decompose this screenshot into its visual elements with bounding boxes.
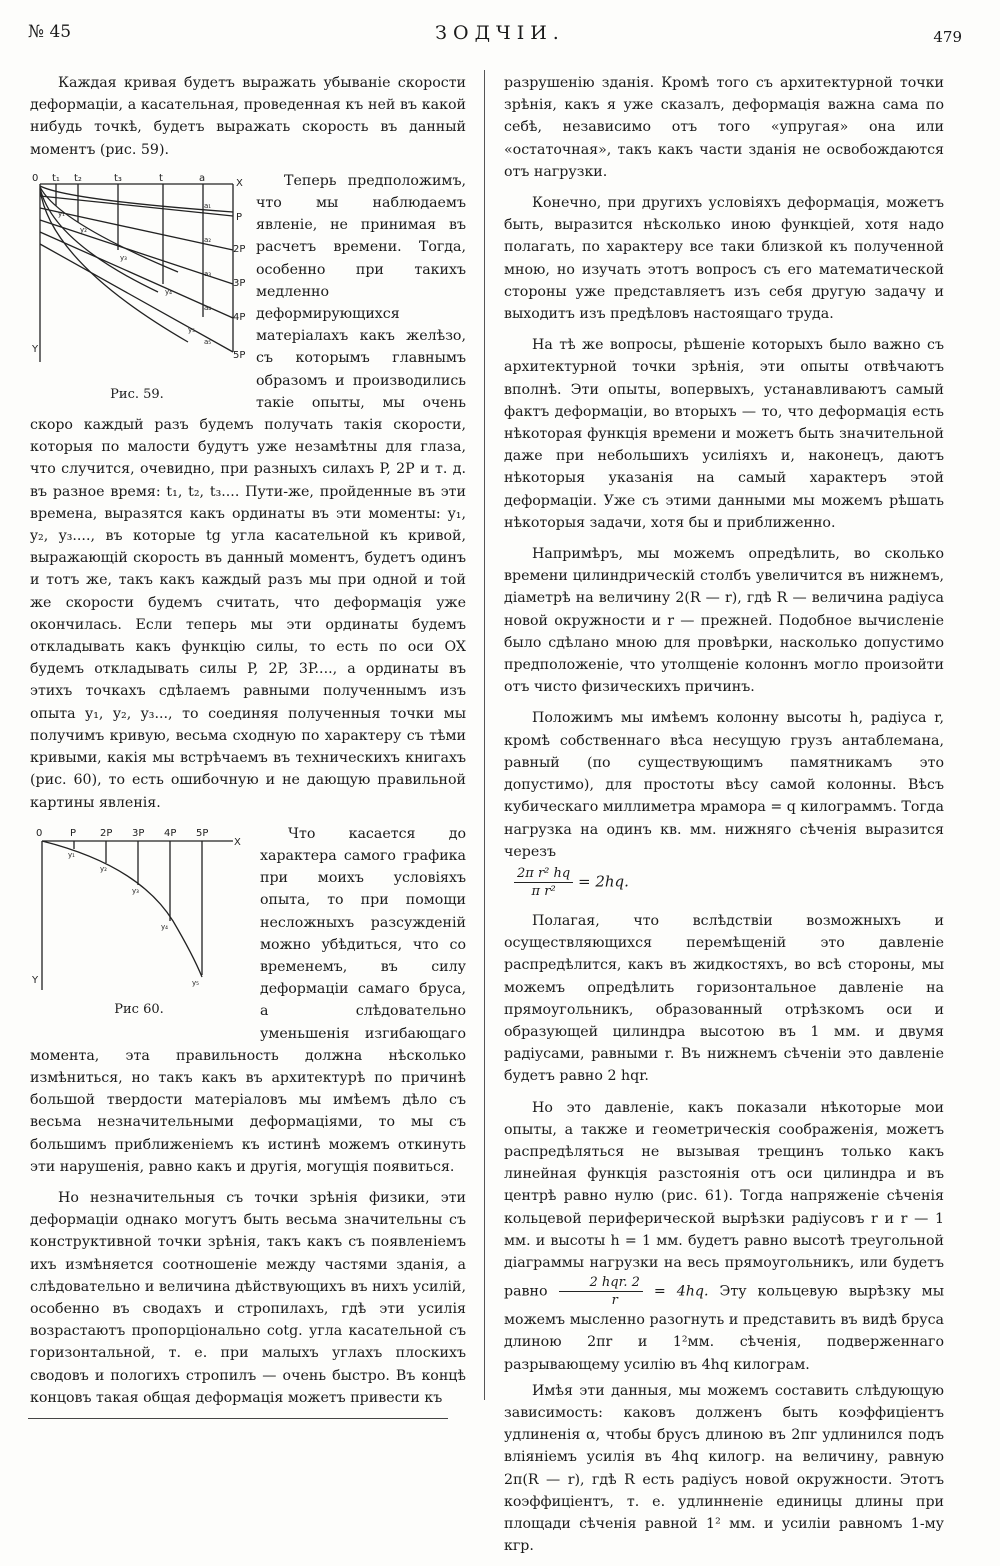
fig59-curve-label: y₄ [165, 287, 172, 296]
fig60-point-label: y₁ [68, 850, 75, 859]
fraction-numerator: 2π r² hq [514, 865, 573, 883]
paragraph: Полагая, что вслѣдствіи возможныхъ и осуществляющихся перемѣщеній это давленіе распредѣлится, какъ въ жидкостяхъ, во всѣ стороны, мы можемъ опредѣлить горизонтальное давленіе на прямоугольникъ, образованный отрѣзкомъ оси и образующей цилиндра высотою въ 1 мм. и двумя радіусами, равными r. Въ нижнемъ сѣченіи это давленіе будетъ равно 2 hqr. [504, 912, 944, 1085]
fraction-denominator: r [611, 1293, 618, 1309]
fig59-label-t3: t₃ [114, 172, 122, 184]
fig59-label-t: t [159, 172, 163, 184]
bottom-rule [28, 1418, 448, 1419]
fig59-curve-label: a₅ [204, 337, 212, 346]
paragraph: На тѣ же вопросы, рѣшеніе которыхъ было важно съ архитектурной точки зрѣнія, эти опыты отвѣчаютъ вполнѣ. Эти опыты, вопервыхъ, устанавливаютъ самый фактъ деформаціи, во вторыхъ — то, что деформація есть нѣкоторая функція времени и можетъ быть значительной даже при небольшихъ усиліяхъ и, наконецъ, даютъ нѣкоторыя указанія на самый характеръ этой деформаціи. Уже съ этими данными мы можемъ рѣшать нѣкоторыя задачи, хотя бы и приближенно. [504, 337, 944, 531]
figure-59 [28, 172, 246, 406]
paragraph: Но незначительныя съ точки зрѣнія физики, эти деформаціи однако могутъ быть весьма значительны съ конструктивной точки зрѣнія, такъ какъ съ появленіемъ ихъ измѣняется соотношеніе между частями зданія, а слѣдовательно и величина дѣйствующихъ въ нихъ усилій, особенно въ сводахъ и стропилахъ, гдѣ эти усилія возрастаютъ пропорціонально cotg. угла касательной съ горизонтальной, т. е. при малыхъ углахъ плоскихъ сводовъ и пологихъ стропилъ — очень быстро. Въ концѣ концовъ такая общая деформація можетъ привести къ [30, 1189, 466, 1406]
fraction-numerator: 2 hqr. 2 [559, 1274, 643, 1292]
formula-result: = 4hq. [653, 1283, 709, 1300]
paragraph-text: Но это давленіе, какъ показали нѣкоторые мои опыты, а также и геометрическія соображенія, можетъ распредѣляться не вызывая трещинъ только какъ линейная функція разстоянія отъ оси цилиндра и въ центрѣ равно нулю (рис. 61). Тогда напряженіе сѣченія кольцевой периферической вырѣзки радіусовъ r и r — 1 мм. и высоты h = 1 мм. будетъ равно высотѣ треугольной діаграммы нагрузки на весь прямоугольникъ, или будетъ равно [504, 1099, 944, 1300]
figure-59-diagram [28, 172, 246, 382]
formula-result: = 2hq. [577, 872, 629, 891]
fig59-curve-label: a₂ [204, 235, 212, 244]
paragraph: Напримѣръ, мы можемъ опредѣлить, во сколько времени цилиндрическій столбъ увеличится въ нижнемъ, діаметрѣ на величину 2(R — r), гдѣ R — величина радіуса новой окружности и r — прежней. Подобное вычисленіе было сдѣлано мною для провѣрки, насколько допустимо предположеніе, что утолщеніе колоннъ могло произойти отъ чисто физическихъ причинъ. [504, 546, 944, 696]
fig59-label-origin: 0 [32, 172, 39, 184]
fig60-point-label: y₅ [192, 978, 199, 987]
fig59-label-3p: 3P [233, 277, 246, 289]
fig59-label-t1: t₁ [52, 172, 60, 184]
paragraph: Каждая кривая будетъ выражать убываніе скорости деформаціи, а касательная, проведенная къ ней въ какой нибудь точкѣ, будетъ выражать скорость въ данный моментъ (рис. 59). [30, 75, 466, 158]
fig60-label-p: P [70, 827, 77, 839]
fig60-point-label: y₄ [161, 922, 168, 931]
issue-number: № 45 [28, 22, 72, 42]
fig60-label-4p: 4P [164, 827, 177, 839]
fig59-label-4p: 4P [233, 311, 246, 323]
fig59-curve-label: y₃ [120, 253, 127, 262]
paragraph: Теперь предположимъ, что мы наблюдаемъ явленіе, не принимая въ расчетъ времени. Тогда, особенно при такихъ медленно деформирующихся матеріалахъ какъ желѣзо, съ которымъ главнымъ образомъ и производились такіе опыты, мы очень скоро каждый разъ будемъ получать такія скорости, которыя по малости будутъ уже незамѣтны для глаза, что случится, очевидно, при разныхъ силахъ P, 2P и т. д. въ разное время: t₁, t₂, t₃.... Пути-же, пройденные въ эти времена, выразятся какъ ординаты въ эти моменты: y₁, y₂, y₃...., въ которые tg угла касательной къ кривой, выражающій скорость въ данный моментъ, будетъ одинъ и тотъ же, такъ какъ каждый разъ мы при одной и той же скорости будемъ считать, что деформація уже окончилась. Если теперь мы эти ординаты будемъ откладывать какъ функцію силы, то есть по оси OX будемъ откладывать силы P, 2P, 3P...., а ординаты въ этихъ точкахъ сдѣлаемъ равными полученнымъ изъ опыта y₁, y₂, y₃..., то соединяя полученныя точки мы получимъ кривую, весьма сходную по характеру съ тѣми кривыми, какія мы встрѣчаемъ въ техническихъ книгахъ (рис. 60), то есть ошибочную и не дающую правильной картины явленія. [30, 172, 466, 811]
fig60-point-label: y₂ [100, 864, 107, 873]
fig59-label-x: X [236, 177, 243, 189]
fig59-curve-label: y₅ [188, 325, 195, 334]
page-number: 479 [933, 28, 962, 46]
paragraph-text: Эту кольцевую вырѣзку мы можемъ мысленно разогнуть и представить въ видѣ бруса длиною 2πr и 1²мм. сѣченія, подверженнаго разрывающему усилію въ 4hq килограм. [504, 1283, 944, 1373]
figure-59-caption: Рис. 59. [110, 386, 164, 402]
page-header [0, 22, 1000, 52]
paragraph: разрушенію зданія. Кромѣ того съ архитектурной точки зрѣнія, какъ я уже сказалъ, деформація важна сама по себѣ, независимо отъ того «упругая» она или «остаточная», такъ какъ части зданія не освобождаются отъ нагрузки. [504, 75, 944, 180]
fig60-label-5p: 5P [196, 827, 209, 839]
fig59-curve-label: y₁ [58, 209, 65, 218]
left-column [30, 72, 466, 1418]
journal-title: ЗОДЧІИ. [435, 22, 565, 44]
fig60-label-3p: 3P [132, 827, 145, 839]
paragraph [504, 1097, 944, 1376]
paragraph: Конечно, при другихъ условіяхъ деформація, можетъ быть, выразится нѣсколько иною функціей, хотя надо полагать, по характеру все таки близкой къ полученной мною, но изучать этотъ вопросъ съ его математической стороны уже представляетъ изъ себя другую задачу и выходитъ изъ предѣловъ настоящаго труда. [504, 195, 944, 323]
fig59-curve-label: a₄ [204, 303, 212, 312]
paragraph: Положимъ мы имѣемъ колонну высоты h, радіуса r, кромѣ собственнаго вѣса несущую грузъ антаблемана, равный (по существующимъ памятникамъ это допустимо), для простоты вѣсу самой колонны. Вѣсъ кубическаго миллиметра мрамора = q килограммъ. Тогда нагрузка на одинъ кв. мм. нижняго сѣченія выразится черезъ [504, 710, 944, 860]
fig59-curve-label: a₃ [204, 269, 212, 278]
fig60-label-y: Y [32, 974, 39, 986]
fraction [559, 1274, 643, 1309]
fig59-curve-label: a₁ [204, 201, 212, 210]
fig59-label-y: Y [32, 343, 39, 355]
paragraph: Что касается до характера самого графика при моихъ условіяхъ опыта, то при помощи несложныхъ разсужденій можно убѣдиться, что со временемъ, въ силу деформаціи самаго бруса, а слѣдовательно уменьшенія изгибающаго момента, эта правильность должна нѣсколько измѣниться, но такъ какъ въ архитектурѣ по причинѣ большой твердости матеріаловъ мы имѣемъ дѣло съ весьма незначительными деформаціями, то мы съ большимъ приближеніемъ къ истинѣ можемъ откинуть эти нарушенія, равно какъ и другія, могущія появиться. [30, 825, 466, 1175]
fig59-label-5p: 5P [233, 349, 246, 361]
column-divider [484, 70, 485, 1400]
paragraph: Имѣя эти данныя, мы можемъ составить слѣдующую зависимость: каковъ долженъ быть коэффиціентъ удлиненія α, чтобы брусъ длиною въ 2πr удлинился подъ вліяніемъ усилія въ 4hq килогр. на величину, равную 2π(R — r), гдѣ R есть радіусъ новой окружности. Этотъ коэффиціентъ, т. е. удлинненіе единицы длины при площади сѣченія равной 1² мм. и усиліи равномъ 1-му кгр. [504, 1382, 944, 1555]
fig60-label-origin: 0 [36, 827, 43, 839]
fig59-label-a: a [199, 172, 206, 184]
fig59-label-p: P [236, 211, 243, 223]
fig60-label-2p: 2P [100, 827, 113, 839]
fig60-label-x: X [234, 836, 241, 848]
figure-60 [28, 825, 250, 1021]
fraction-denominator: π r² [531, 883, 556, 899]
fig59-curve-label: y₂ [80, 225, 87, 234]
figure-60-caption: Рис 60. [114, 1001, 164, 1017]
fig59-label-2p: 2P [233, 243, 246, 255]
right-column [504, 72, 944, 1566]
fig60-point-label: y₃ [132, 886, 139, 895]
figure-60-diagram [28, 825, 250, 997]
formula-pressure [514, 865, 944, 900]
fraction [514, 865, 573, 900]
fig59-label-t2: t₂ [74, 172, 82, 184]
